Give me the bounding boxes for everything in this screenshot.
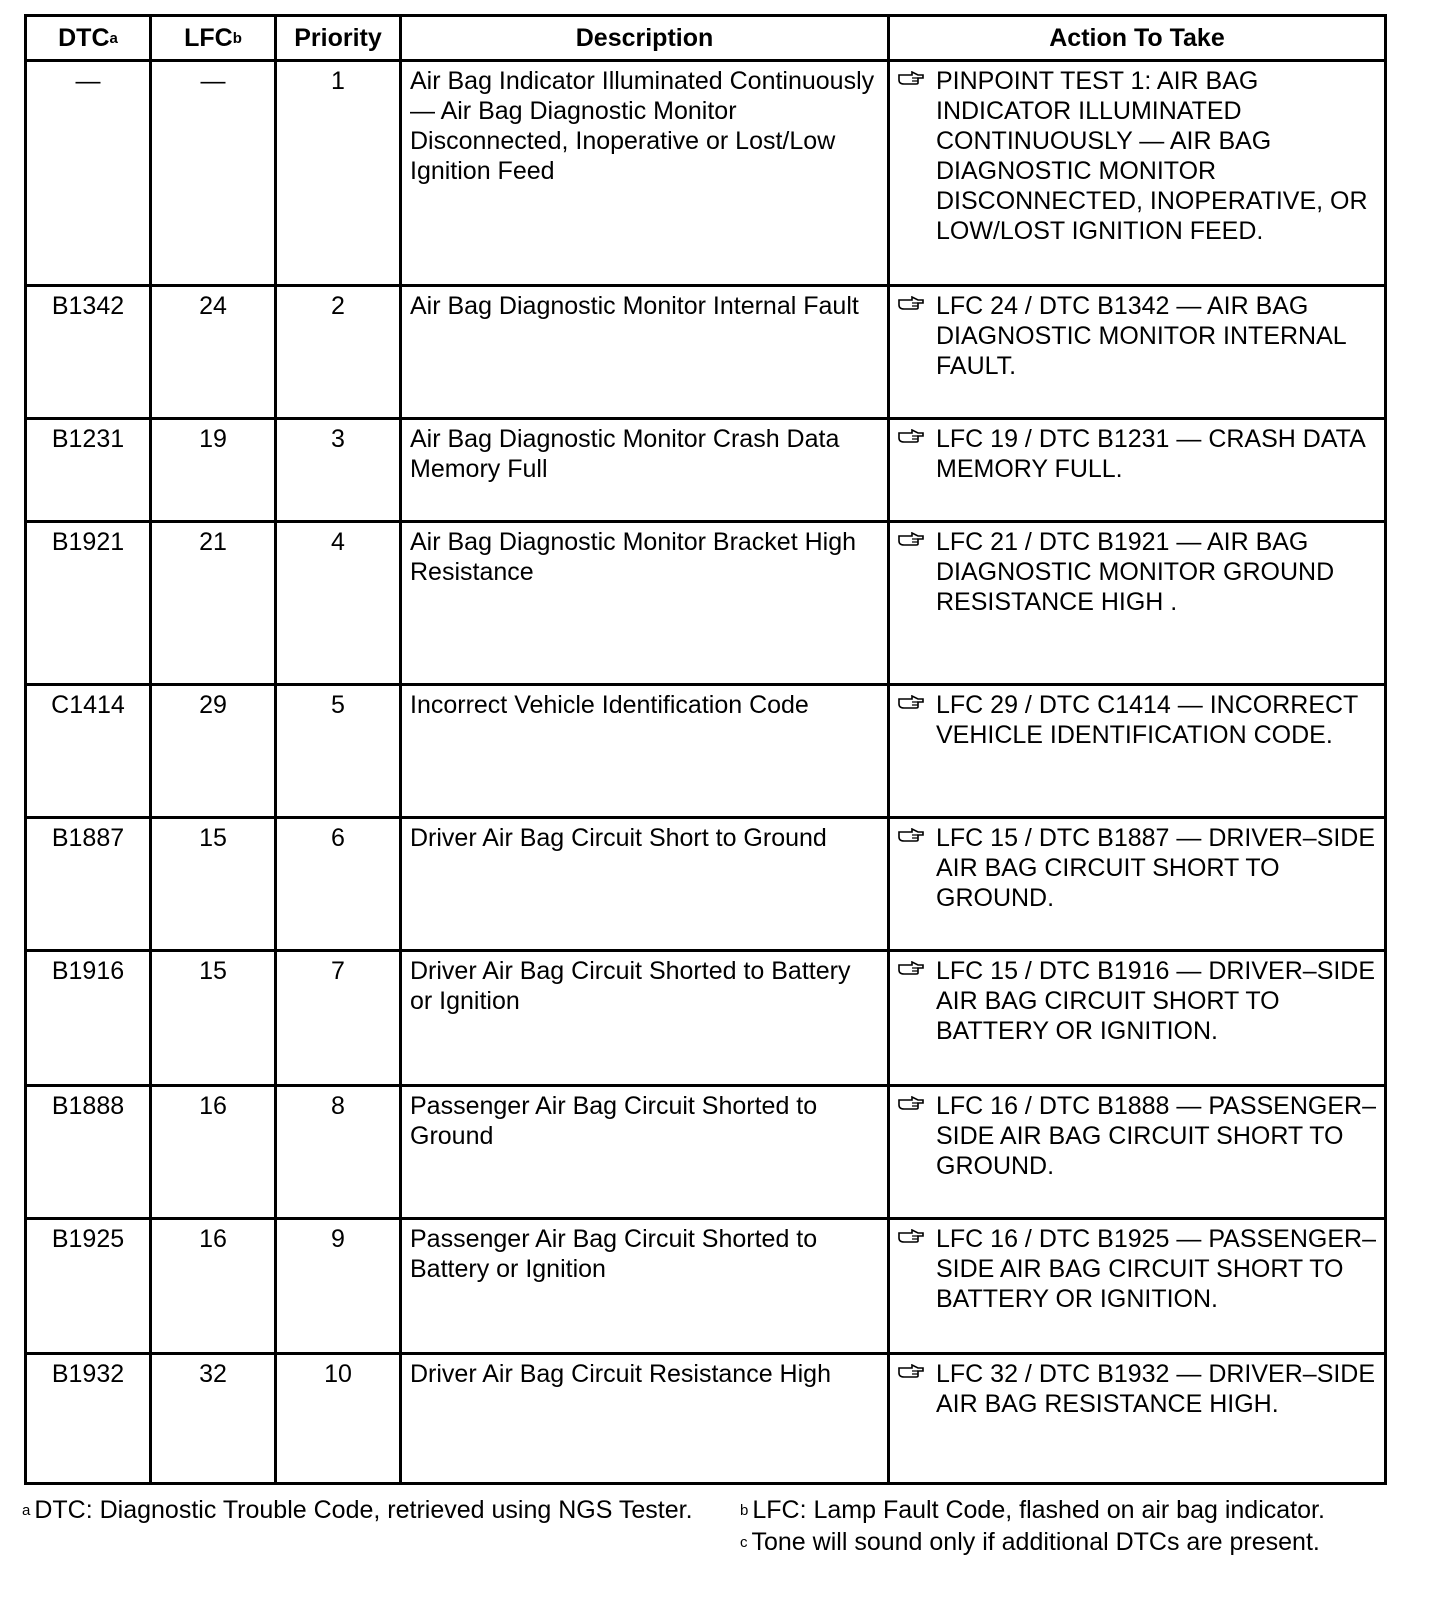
pointing-hand-icon — [898, 1224, 936, 1243]
col-header-dtc: DTC$^a$ — [26, 16, 151, 61]
cell-dtc: B1231 — [26, 419, 151, 522]
dtc-table — [24, 14, 1387, 1485]
cell-description: Driver Air Bag Circuit Short to Ground — [401, 818, 889, 951]
table-row — [26, 1086, 1386, 1219]
cell-description: Driver Air Bag Circuit Resistance High — [401, 1354, 889, 1484]
cell-dtc: B1887 — [26, 818, 151, 951]
cell-description: Incorrect Vehicle Identification Code — [401, 685, 889, 818]
cell-description: Driver Air Bag Circuit Shorted to Battery or Ignition — [401, 951, 889, 1086]
footnote-b: $^b$ LFC: Lamp Fault Code, flashed on air bag indicator. — [740, 1496, 1325, 1524]
cell-priority: 3 — [276, 419, 401, 522]
cell-action — [889, 685, 1386, 818]
cell-dtc: B1932 — [26, 1354, 151, 1484]
footnote-a: $^a$ DTC: Diagnostic Trouble Code, retrieved using NGS Tester. — [22, 1496, 693, 1524]
table-row — [26, 951, 1386, 1086]
table-row — [26, 61, 1386, 286]
cell-action — [889, 1354, 1386, 1484]
cell-lfc: — — [151, 61, 276, 286]
action-text: LFC 29 / DTC C1414 — INCORRECT VEHICLE IDENTIFICATION CODE. — [936, 691, 1358, 749]
cell-dtc: B1888 — [26, 1086, 151, 1219]
pointing-hand-icon — [898, 956, 936, 975]
col-header-lfc: LFC$^b$ — [151, 16, 276, 61]
table-row — [26, 1354, 1386, 1484]
cell-description: Air Bag Indicator Illuminated Continuously — Air Bag Diagnostic Monitor Disconnected, Inoperative or Lost/Low Ignition Feed — [401, 61, 889, 286]
cell-dtc: B1342 — [26, 286, 151, 419]
action-text: LFC 32 / DTC B1932 — DRIVER–SIDE AIR BAG RESISTANCE HIGH. — [936, 1360, 1376, 1418]
col-header-action: Action To Take — [889, 16, 1386, 61]
action-text: LFC 15 / DTC B1916 — DRIVER–SIDE AIR BAG CIRCUIT SHORT TO BATTERY OR IGNITION. — [936, 957, 1376, 1045]
cell-dtc: B1921 — [26, 522, 151, 685]
cell-action — [889, 61, 1386, 286]
cell-priority: 7 — [276, 951, 401, 1086]
cell-description: Passenger Air Bag Circuit Shorted to Battery or Ignition — [401, 1219, 889, 1354]
cell-lfc: 19 — [151, 419, 276, 522]
pointing-hand-icon — [898, 291, 936, 310]
cell-lfc: 16 — [151, 1219, 276, 1354]
cell-lfc: 32 — [151, 1354, 276, 1484]
cell-priority: 6 — [276, 818, 401, 951]
cell-lfc: 15 — [151, 951, 276, 1086]
cell-priority: 2 — [276, 286, 401, 419]
pointing-hand-icon — [898, 527, 936, 546]
cell-action — [889, 951, 1386, 1086]
col-header-priority: Priority — [276, 16, 401, 61]
cell-priority: 8 — [276, 1086, 401, 1219]
header-row — [26, 16, 1386, 61]
table-body — [26, 61, 1386, 1484]
table-row — [26, 286, 1386, 419]
cell-dtc: C1414 — [26, 685, 151, 818]
table-row — [26, 685, 1386, 818]
cell-lfc: 21 — [151, 522, 276, 685]
pointing-hand-icon — [898, 1359, 936, 1378]
table-row — [26, 522, 1386, 685]
table-row — [26, 818, 1386, 951]
cell-lfc: 24 — [151, 286, 276, 419]
pointing-hand-icon — [898, 823, 936, 842]
pointing-hand-icon — [898, 424, 936, 443]
action-text: LFC 21 / DTC B1921 — AIR BAG DIAGNOSTIC MONITOR GROUND RESISTANCE HIGH . — [936, 528, 1335, 616]
cell-action — [889, 1086, 1386, 1219]
cell-lfc: 15 — [151, 818, 276, 951]
cell-description: Air Bag Diagnostic Monitor Bracket High Resistance — [401, 522, 889, 685]
action-text: PINPOINT TEST 1: AIR BAG INDICATOR ILLUMINATED CONTINUOUSLY — AIR BAG DIAGNOSTIC MONITOR DISCONNECTED, INOPERATIVE, OR LOW/LOST IGNITION FEED. — [936, 67, 1368, 245]
cell-dtc: B1916 — [26, 951, 151, 1086]
cell-action — [889, 522, 1386, 685]
cell-priority: 4 — [276, 522, 401, 685]
footnote-dtc — [22, 1494, 702, 1526]
pointing-hand-icon — [898, 690, 936, 709]
cell-action — [889, 818, 1386, 951]
cell-priority: 9 — [276, 1219, 401, 1354]
cell-dtc: — — [26, 61, 151, 286]
action-text: LFC 16 / DTC B1925 — PASSENGER–SIDE AIR BAG CIRCUIT SHORT TO BATTERY OR IGNITION. — [936, 1225, 1376, 1313]
cell-description: Air Bag Diagnostic Monitor Internal Fault — [401, 286, 889, 419]
cell-priority: 10 — [276, 1354, 401, 1484]
cell-priority: 5 — [276, 685, 401, 818]
cell-lfc: 29 — [151, 685, 276, 818]
table-row — [26, 1219, 1386, 1354]
cell-action — [889, 1219, 1386, 1354]
cell-action — [889, 286, 1386, 419]
table-row — [26, 419, 1386, 522]
pointing-hand-icon — [898, 1091, 936, 1110]
cell-action — [889, 419, 1386, 522]
action-text: LFC 24 / DTC B1342 — AIR BAG DIAGNOSTIC MONITOR INTERNAL FAULT. — [936, 292, 1346, 380]
action-text: LFC 16 / DTC B1888 — PASSENGER–SIDE AIR BAG CIRCUIT SHORT TO GROUND. — [936, 1092, 1376, 1180]
action-text: LFC 19 / DTC B1231 — CRASH DATA MEMORY FULL. — [936, 425, 1365, 483]
pointing-hand-icon — [898, 66, 936, 85]
action-text: LFC 15 / DTC B1887 — DRIVER–SIDE AIR BAG CIRCUIT SHORT TO GROUND. — [936, 824, 1376, 912]
col-header-description: Description — [401, 16, 889, 61]
cell-description: Passenger Air Bag Circuit Shorted to Ground — [401, 1086, 889, 1219]
footnotes-right — [740, 1494, 1440, 1558]
cell-lfc: 16 — [151, 1086, 276, 1219]
footnote-c: $^c$ Tone will sound only if additional DTCs are present. — [740, 1528, 1320, 1556]
cell-priority: 1 — [276, 61, 401, 286]
cell-dtc: B1925 — [26, 1219, 151, 1354]
cell-description: Air Bag Diagnostic Monitor Crash Data Memory Full — [401, 419, 889, 522]
